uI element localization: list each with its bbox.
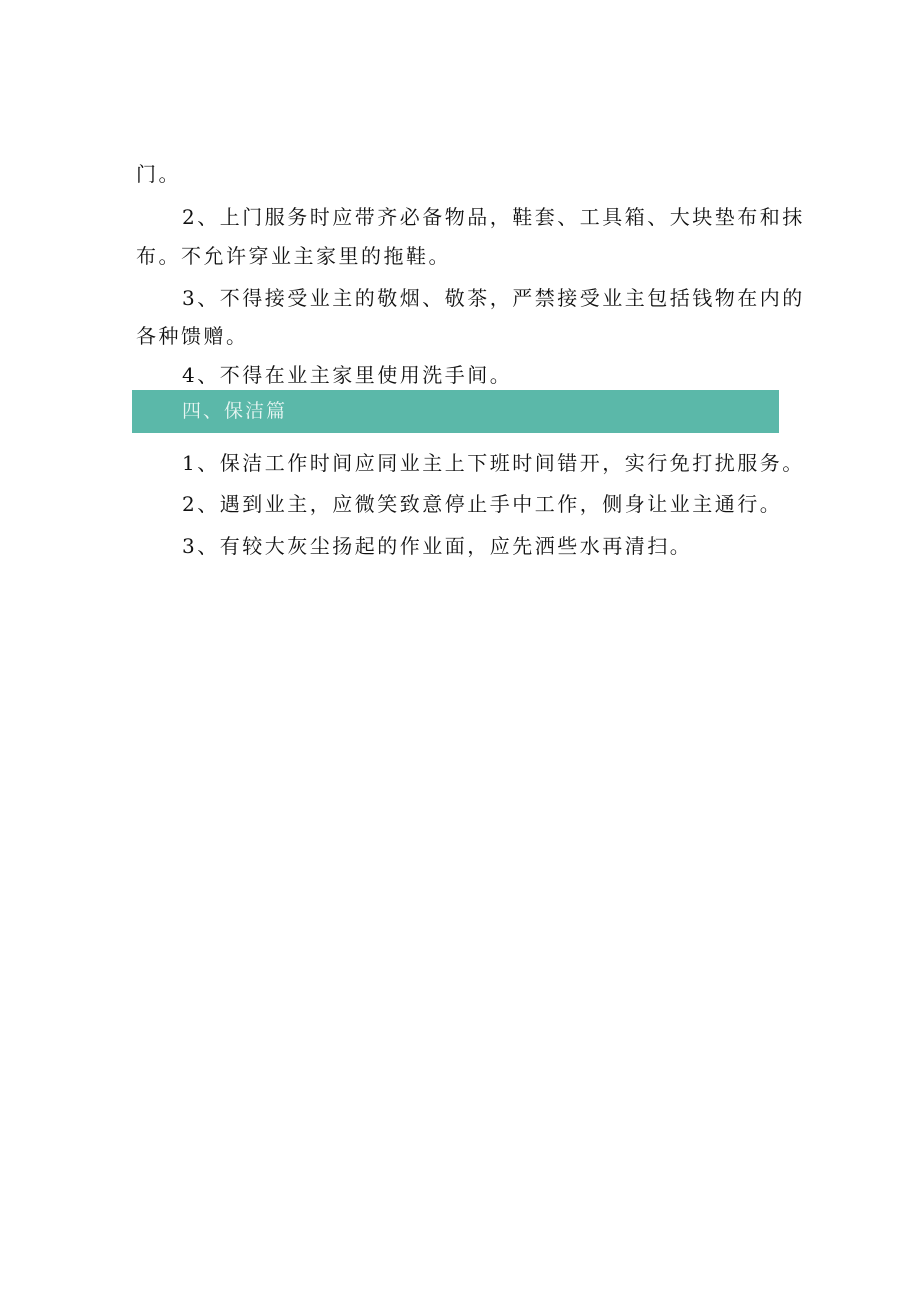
paragraph-line: 2、遇到业主，应微笑致意停止手中工作，侧身让业主通行。 [182, 492, 783, 516]
paragraph-line: 布。不允许穿业主家里的拖鞋。 [136, 244, 451, 268]
paragraph-line: 门。 [136, 162, 181, 186]
paragraph-line: 4、不得在业主家里使用洗手间。 [182, 363, 513, 387]
paragraph-line: 3、有较大灰尘扬起的作业面，应先洒些水再清扫。 [182, 534, 693, 558]
paragraph-line: 各种馈赠。 [136, 324, 249, 348]
section-title: 四、保洁篇 [182, 400, 288, 422]
section-header-bar [132, 390, 779, 433]
paragraph-line: 2、上门服务时应带齐必备物品，鞋套、工具箱、大块垫布和抹 [182, 205, 805, 229]
paragraph-line: 1、保洁工作时间应同业主上下班时间错开，实行免打扰服务。 [182, 451, 805, 475]
paragraph-line: 3、不得接受业主的敬烟、敬茶，严禁接受业主包括钱物在内的 [182, 286, 805, 310]
